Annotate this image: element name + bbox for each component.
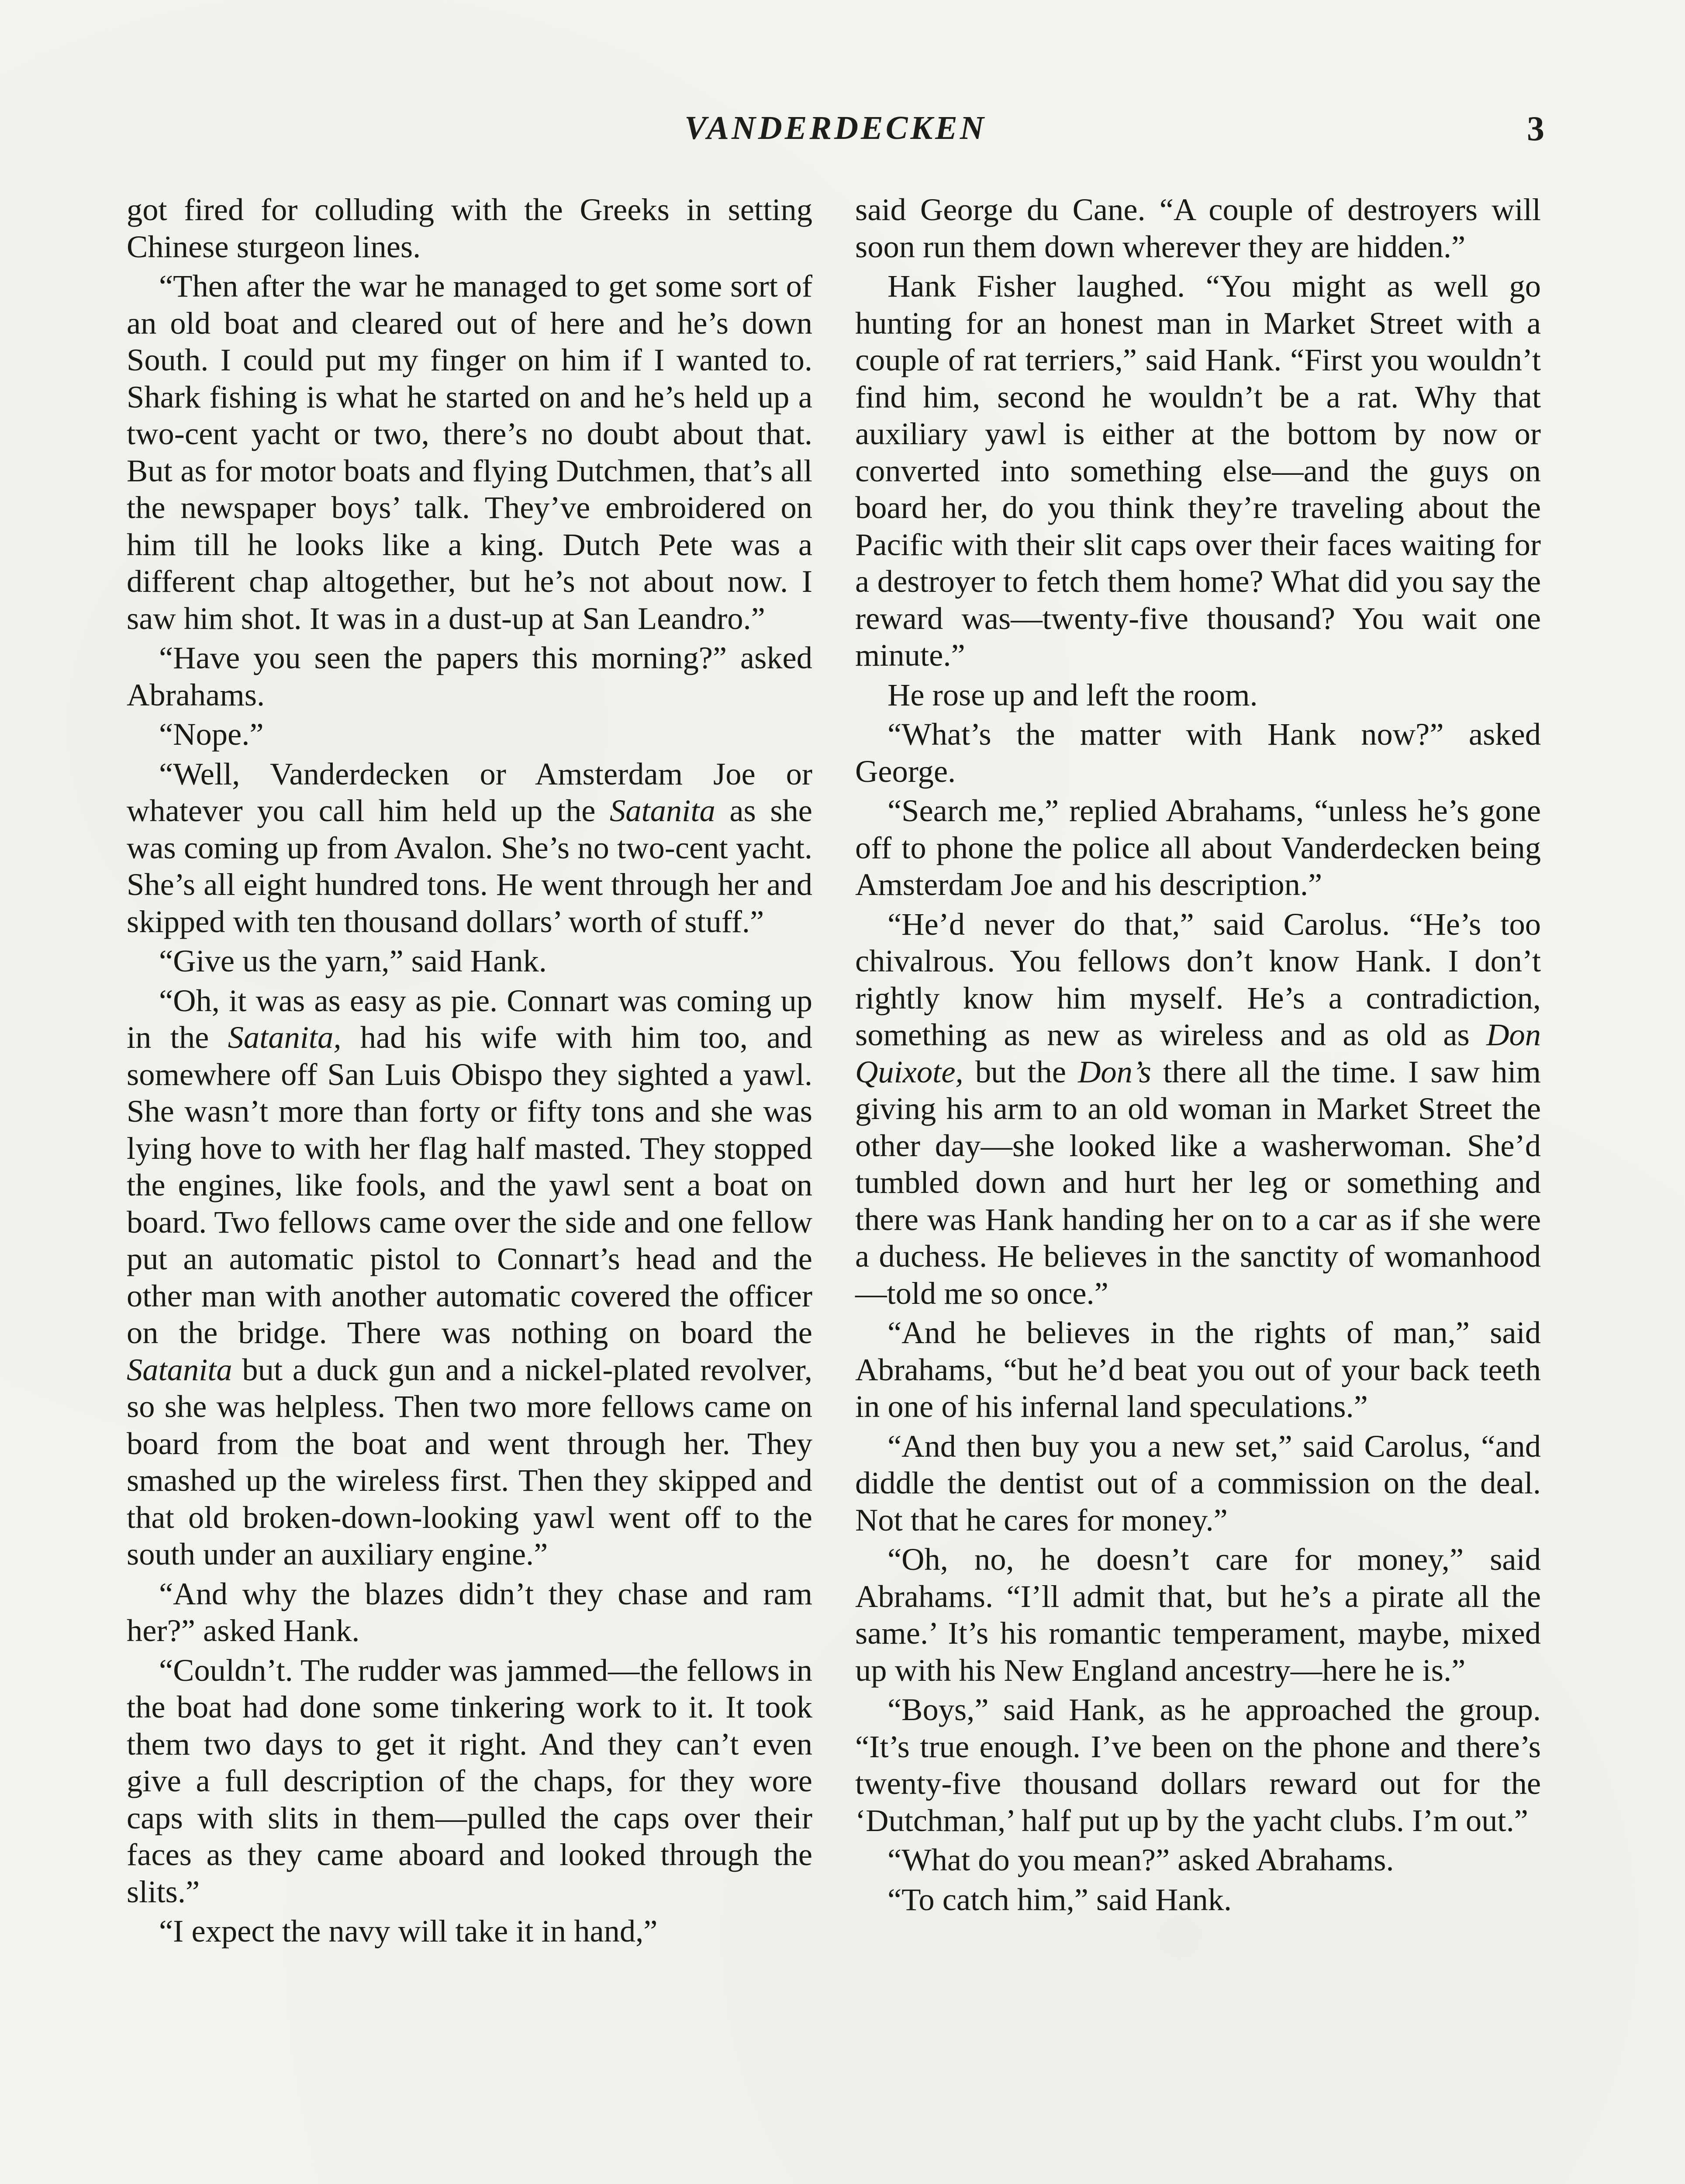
paragraph: “Nope.” xyxy=(159,716,264,752)
paragraph xyxy=(127,756,812,940)
paragraph-text: “Oh, it was as easy as pie. Connart was coming up in the xyxy=(127,982,812,1055)
paragraph: “To catch him,” said Hank. xyxy=(887,1881,1232,1917)
paragraph: “Have you seen the papers this morning?” asked Abrahams. xyxy=(127,640,812,712)
paragraph-text: “Well, Vanderdecken or Amsterdam Joe or whatever you call him held up the xyxy=(127,756,812,828)
paragraph: “I expect the navy will take it in hand,” xyxy=(159,1913,658,1949)
paragraph: “Search me,” replied Abrahams, “unless he’s gone off to phone the police all about Vanderdecken being Amsterdam Joe and his description.” xyxy=(855,793,1541,902)
paragraph xyxy=(855,906,1541,1312)
paragraph: “Oh, no, he doesn’t care for money,” said Abrahams. “I’ll admit that, but he’s a pirate all the same.’ It’s his romantic temperament, maybe, mixed up with his New England ancestry—here he is.” xyxy=(855,1541,1541,1688)
page-number: 3 xyxy=(1527,110,1544,148)
paragraph: “Boys,” said Hank, as he approached the group. “It’s true enough. I’ve been on the phone and there’s twenty-five thousand dollars reward out for the ‘Dutchman,’ half put up by the yacht clubs. I’m out.” xyxy=(855,1692,1541,1838)
italic-title-text: Satanita, xyxy=(228,1019,342,1055)
running-head xyxy=(127,109,1544,162)
paragraph: “What’s the matter with Hank now?” asked George. xyxy=(855,716,1541,789)
paragraph-text: “He’d never do that,” said Carolus. “He’s too chivalrous. You fellows don’t know Hank. I don’t rightly know him myself. He’s a contradiction, something as new as wireless and as old as xyxy=(855,906,1541,1052)
paragraph: “Then after the war he managed to get some sort of an old boat and cleared out of here and he’s down South. I could put my finger on him if I wanted to. Shark fishing is what he started on and he’s held up a two-cent yacht or two, there’s no doubt about that. But as for motor boats and flying Dutchmen, that’s all the newspaper boys’ talk. They’ve embroidered on him till he looks like a king. Dutch Pete was a different chap altogether, but he’s not about now. I saw him shot. It was in a dust-up at San Leandro.” xyxy=(127,268,812,636)
paragraph-text: but the xyxy=(963,1054,1078,1089)
paragraph: said George du Cane. “A couple of destroyers will soon run them down wherever they are hidden.” xyxy=(855,192,1541,264)
right-text-column xyxy=(855,191,1541,1921)
paragraph: Hank Fisher laughed. “You might as well go hunting for an honest man in Market Street with a couple of rat terriers,” said Hank. “First you wouldn’t find him, second he wouldn’t be a rat. Why that auxiliary yawl is either at the bottom by now or converted into something else—and the guys on board her, do you think they’re traveling about the Pacific with their slit caps over their faces waiting for a destroyer to fetch them home? What did you say the reward was—twenty-five thousand? You wait one minute.” xyxy=(855,268,1541,673)
paragraph: “Couldn’t. The rudder was jammed—the fellows in the boat had done some tinkering work to it. It took them two days to get it right. And they can’t even give a full description of the chaps, for they wore caps with slits in them—pulled the caps over their faces as they came aboard and looked through the slits.” xyxy=(127,1652,812,1909)
paragraph-text: but a duck gun and a nickel-plated revolver, so she was helpless. Then two more fellows came on board from the boat and went through her. They smashed up the wireless first. Then they skipped and that old broken-down-looking yawl went off to the south under an auxiliary engine.” xyxy=(127,1351,812,1572)
paragraph: “And he believes in the rights of man,” said Abrahams, “but he’d beat you out of your back teeth in one of his infernal land speculations.” xyxy=(855,1315,1541,1424)
italic-title-text: Satanita xyxy=(610,793,715,828)
paragraph: got fired for colluding with the Greeks in setting Chinese sturgeon lines. xyxy=(127,192,812,264)
paragraph: “What do you mean?” asked Abrahams. xyxy=(887,1842,1394,1877)
italic-title-text: Satanita xyxy=(127,1351,232,1387)
italic-title-text: Don Quixote, xyxy=(855,1017,1541,1089)
paragraph: “Give us the yarn,” said Hank. xyxy=(159,943,547,978)
paragraph-text: had his wife with him too, and somewhere off San Luis Obispo they sighted a yawl. She wasn’t more than forty or fifty tons and she was lying hove to with her flag half masted. They stopped the engines, like fools, and the yawl sent a boat on board. Two fellows came over the side and one fellow put an automatic pistol to Connart’s head and the other man with another automatic covered the officer on the bridge. There was nothing on board the xyxy=(127,1019,813,1350)
paragraph: He rose up and left the room. xyxy=(887,677,1258,712)
italic-title-text: Don’s xyxy=(1078,1054,1151,1089)
paragraph-text: as she was coming up from Avalon. She’s no two-cent yacht. She’s all eight hundred tons. He went through her and skipped with ten thousand dollars’ worth of stuff.” xyxy=(127,793,812,939)
paragraph xyxy=(127,982,812,1573)
running-title: VANDERDECKEN xyxy=(684,110,987,146)
paragraph: “And why the blazes didn’t they chase and ram her?” asked Hank. xyxy=(127,1576,812,1648)
paragraph-text: there all the time. I saw him giving his arm to an old woman in Market Street the other day—she looked like a washerwoman. She’d tumbled down and hurt her leg or something and there was Hank handing her on to a car as if she were a duchess. He believes in the sanctity of womanhood—told me so once.” xyxy=(855,1054,1541,1311)
paragraph: “And then buy you a new set,” said Carolus, “and diddle the dentist out of a commission on the deal. Not that he cares for money.” xyxy=(855,1428,1541,1538)
left-text-column xyxy=(127,191,812,1952)
